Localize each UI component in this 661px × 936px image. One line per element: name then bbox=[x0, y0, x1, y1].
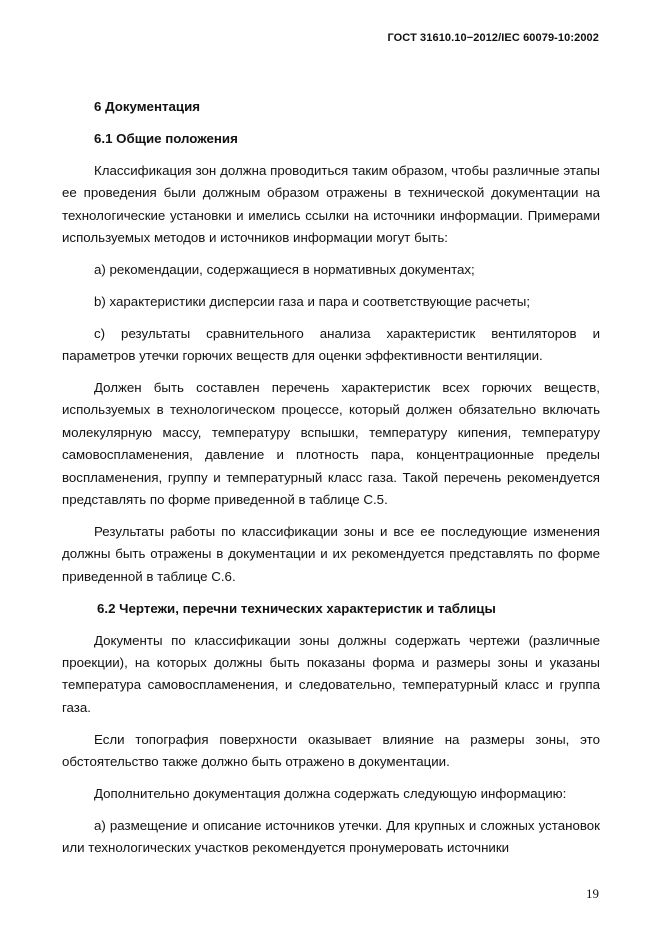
paragraph-classification-intro: Классификация зон должна проводиться таким образом, чтобы различные этапы ее проведения были должным образом отражены в технической документации на технологические установки и имелись ссылки на источники информации. Примерами используемых методов и источников информации могут быть: bbox=[62, 162, 600, 246]
document-body bbox=[62, 96, 600, 860]
page-number: 19 bbox=[586, 886, 599, 901]
paragraph-results: Результаты работы по классификации зоны и все ее последующие изменения должны быть отражены в документации и их рекомендуется представлять по форме приведенной в таблице С.6. bbox=[62, 524, 600, 584]
subsection-title-6-1: 6.1 Общие положения bbox=[94, 130, 238, 146]
list-item-leak-sources: а) размещение и описание источников утечки. Для крупных и сложных установок или технологических участков рекомендуется пронумеровать источники bbox=[62, 817, 600, 856]
paragraph-drawings: Документы по классификации зоны должны содержать чертежи (различные проекции), на которых должны быть показаны форма и размеры зоны и указаны температура самовоспламенения, и следовательно, температурный класс и группа газа. bbox=[62, 632, 600, 715]
paragraph-substance-list: Должен быть составлен перечень характеристик всех горючих веществ, используемых в технологическом процессе, который должен обязательно включать молекулярную массу, температуру вспышки, температуру кипения, температуру самовоспламенения, давление и плотность пара, концентрационные пределы воспламенения, группу и температурный класс газа. Такой перечень рекомендуется представлять по форме приведенной в таблице С.5. bbox=[62, 380, 600, 508]
subsection-title-6-2: 6.2 Чертежи, перечни технических характеристик и таблицы bbox=[97, 600, 496, 616]
paragraph-additional-info: Дополнительно документация должна содержать следующую информацию: bbox=[94, 786, 567, 802]
section-title: 6 Документация bbox=[94, 99, 200, 114]
list-item-b: b) характеристики дисперсии газа и пара и соответствующие расчеты; bbox=[94, 293, 531, 309]
list-item-a: a) рекомендации, содержащиеся в нормативных документах; bbox=[94, 261, 475, 277]
list-item-c: c) результаты сравнительного анализа характеристик вентиляторов и параметров утечки горючих веществ для оценки эффективности вентиляции. bbox=[62, 325, 600, 364]
paragraph-topography: Если топография поверхности оказывает влияние на размеры зоны, это обстоятельство также должно быть отражено в документации. bbox=[62, 731, 600, 770]
document-header: ГОСТ 31610.10−2012/IEC 60079-10:2002 bbox=[387, 32, 599, 44]
